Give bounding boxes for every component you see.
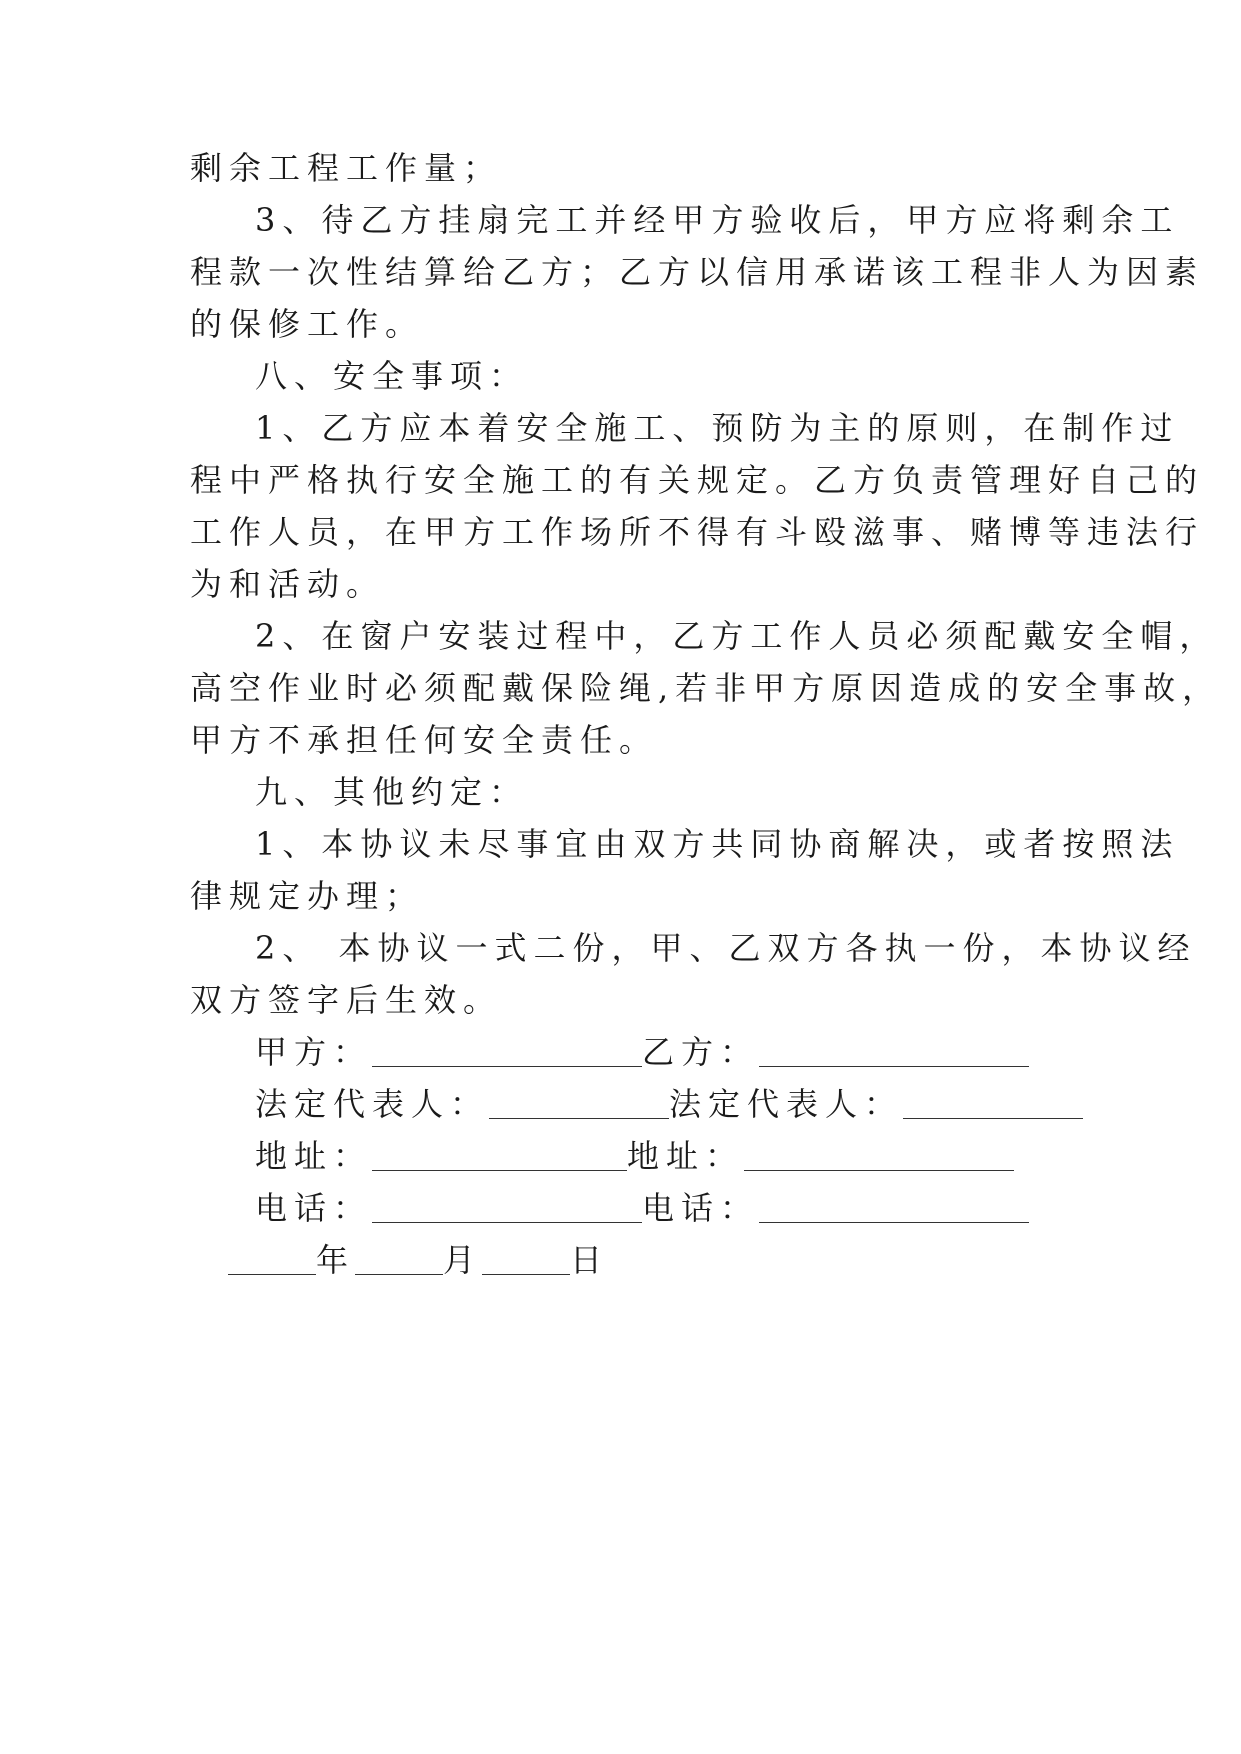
phone-a-blank[interactable] [372, 1192, 642, 1223]
party-a-label: 甲方： [255, 1033, 373, 1071]
paragraph-line: 高空作业时必须配戴保险绳,若非甲方原因造成的安全事故， [190, 669, 1222, 707]
signature-row-phone [255, 1188, 1029, 1228]
day-label: 日 [570, 1241, 610, 1279]
signature-row-address [255, 1136, 1014, 1176]
party-a-blank[interactable] [372, 1036, 642, 1067]
rep-a-label: 法定代表人： [255, 1085, 490, 1123]
addr-a-blank[interactable] [372, 1140, 627, 1171]
paragraph-line: 的保修工作。 [190, 305, 425, 343]
paragraph-line: 程中严格执行安全施工的有关规定。乙方负责管理好自己的 [190, 461, 1205, 499]
section-heading: 九、其他约定： [255, 773, 529, 811]
paragraph-line: 为和活动。 [190, 565, 386, 603]
paragraph-line: 2、 本协议一式二份，甲、乙双方各执一份，本协议经 [255, 929, 1197, 967]
addr-a-label: 地址： [255, 1137, 373, 1175]
year-label: 年 [316, 1241, 356, 1279]
phone-b-label: 电话： [642, 1189, 760, 1227]
rep-b-blank[interactable] [903, 1088, 1083, 1119]
addr-b-blank[interactable] [744, 1140, 1014, 1171]
paragraph-line: 工作人员，在甲方工作场所不得有斗殴滋事、赌博等违法行 [190, 513, 1205, 551]
paragraph-line: 3、待乙方挂扇完工并经甲方验收后，甲方应将剩余工 [255, 201, 1180, 239]
rep-b-label: 法定代表人： [669, 1085, 904, 1123]
rep-a-blank[interactable] [489, 1088, 669, 1119]
party-b-label: 乙方： [642, 1033, 760, 1071]
addr-b-label: 地址： [627, 1137, 745, 1175]
day-blank[interactable] [482, 1244, 570, 1275]
date-row [228, 1240, 609, 1280]
paragraph-line: 1、乙方应本着安全施工、预防为主的原则，在制作过 [255, 409, 1180, 447]
party-b-blank[interactable] [759, 1036, 1029, 1067]
year-blank[interactable] [228, 1244, 316, 1275]
paragraph-line: 甲方不承担任何安全责任。 [190, 721, 659, 759]
paragraph-line: 1、本协议未尽事宜由双方共同协商解决，或者按照法 [255, 825, 1180, 863]
phone-b-blank[interactable] [759, 1192, 1029, 1223]
phone-a-label: 电话： [255, 1189, 373, 1227]
section-heading: 八、安全事项： [255, 357, 529, 395]
signature-row-party [255, 1032, 1029, 1072]
paragraph-line: 剩余工程工作量； [190, 149, 503, 187]
paragraph-line: 律规定办理； [190, 877, 425, 915]
signature-row-representative [255, 1084, 1083, 1124]
paragraph-line: 双方签字后生效。 [190, 981, 503, 1019]
paragraph-line: 2、在窗户安装过程中，乙方工作人员必须配戴安全帽， [255, 617, 1219, 655]
month-blank[interactable] [355, 1244, 443, 1275]
month-label: 月 [443, 1241, 483, 1279]
paragraph-line: 程款一次性结算给乙方；乙方以信用承诺该工程非人为因素 [190, 253, 1205, 291]
